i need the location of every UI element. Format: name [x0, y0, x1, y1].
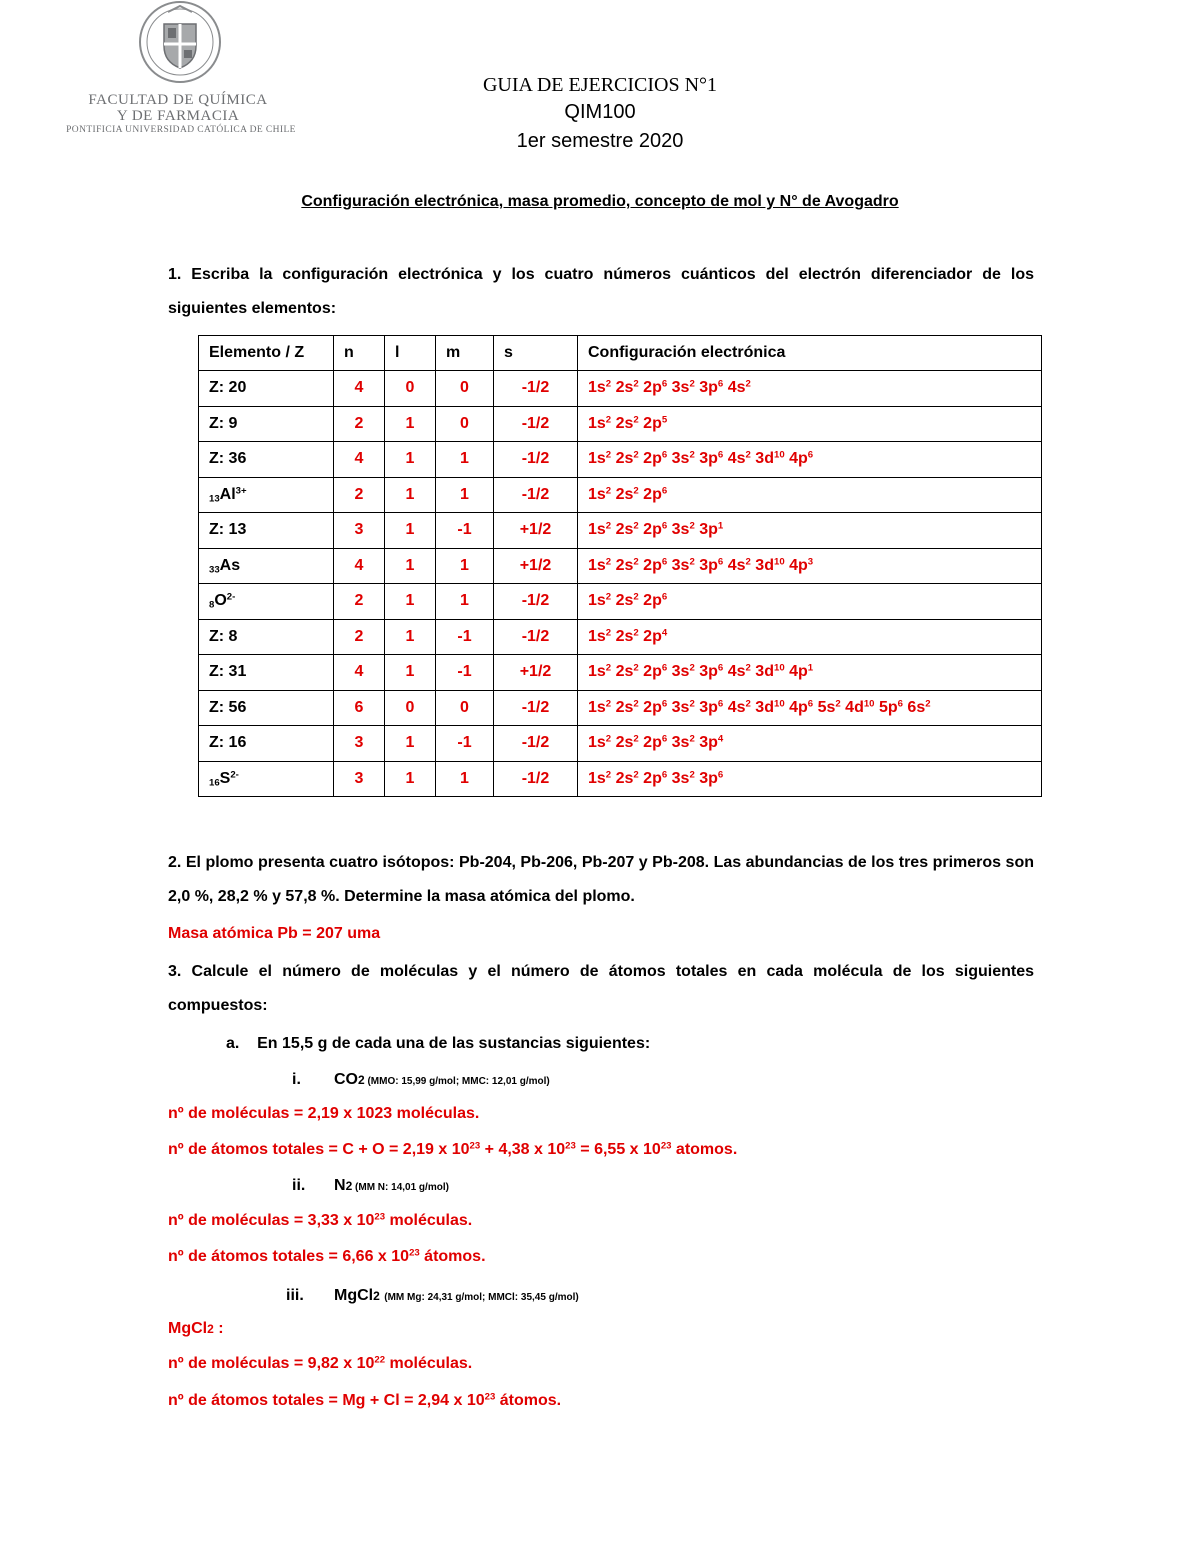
m-cell: 1 — [436, 442, 494, 478]
l-cell: 1 — [385, 442, 436, 478]
logo-faculty-line1: FACULTAD DE QUÍMICA — [88, 92, 268, 108]
m-cell: 0 — [436, 690, 494, 726]
configuration-cell: $1s^2$ $2s^2$ $2p^6$ $3s^2$ $3p^6$ $4s^2$ $3d^{10}$ $4p^6$ — [578, 442, 1042, 478]
n-cell: 2 — [334, 619, 385, 655]
logo-university-name: PONTIFICIA UNIVERSIDAD CATÓLICA DE CHILE — [66, 125, 296, 135]
m-cell: -1 — [436, 655, 494, 691]
l-cell: 1 — [385, 619, 436, 655]
element-cell: $_{16}S^{2-}$ — [199, 761, 334, 797]
l-cell: 1 — [385, 477, 436, 513]
table-row — [199, 690, 1042, 726]
l-cell: 1 — [385, 761, 436, 797]
n-cell: 3 — [334, 761, 385, 797]
table-row — [199, 406, 1042, 442]
n-cell: 4 — [334, 442, 385, 478]
n-cell: 2 — [334, 477, 385, 513]
n-cell: 6 — [334, 690, 385, 726]
column-header: Elemento / Z — [199, 336, 334, 371]
element-cell: Z: 16 — [199, 726, 334, 762]
n-cell: 2 — [334, 406, 385, 442]
column-header: s — [494, 336, 578, 371]
item-i: i. — [292, 1071, 301, 1088]
column-header: Configuración electrónica — [578, 336, 1042, 371]
configuration-cell: $1s^2$ $2s^2$ $2p^6$ $3s^2$ $3p^6$ $4s^2$ $3d^{10}$ $4p^1$ — [578, 655, 1042, 691]
s-cell: +1/2 — [494, 655, 578, 691]
item-iii-molar-mass: (MM Mg: 24,31 g/mol; MMCl: 35,45 g/mol) — [384, 1292, 579, 1303]
element-cell: $_8O^{2-}$ — [199, 584, 334, 620]
m-cell: 1 — [436, 584, 494, 620]
item-i-formula: CO2 (MMO: 15,99 g/mol; MMC: 12,01 g/mol) — [334, 1071, 550, 1088]
element-cell: Z: 13 — [199, 513, 334, 549]
element-cell: Z: 36 — [199, 442, 334, 478]
s-cell: -1/2 — [494, 584, 578, 620]
element-cell: Z: 20 — [199, 371, 334, 407]
element-cell: Z: 8 — [199, 619, 334, 655]
l-cell: 1 — [385, 584, 436, 620]
l-cell: 1 — [385, 513, 436, 549]
electron-configuration-table — [198, 335, 1042, 797]
column-header: l — [385, 336, 436, 371]
question-1-text: 1. Escriba la configuración electrónica y los cuatro números cuánticos del electrón diferenciador de los siguientes elementos: — [168, 266, 1034, 317]
item-iii-formula: MgCl2 (MM Mg: 24,31 g/mol; MMCl: 35,45 g/mol) — [334, 1287, 579, 1304]
configuration-cell: $1s^2$ $2s^2$ $2p^6$ $3s^2$ $3p^6$ $4s^2$ $3d^{10}$ $4p^6$ $5s^2$ $4d^{10}$ $5p^6$ $6s^2$ — [578, 690, 1042, 726]
l-cell: 1 — [385, 655, 436, 691]
l-cell: 0 — [385, 690, 436, 726]
table-row — [199, 442, 1042, 478]
m-cell: 0 — [436, 371, 494, 407]
table-row — [199, 619, 1042, 655]
s-cell: -1/2 — [494, 690, 578, 726]
s-cell: -1/2 — [494, 406, 578, 442]
table-row — [199, 513, 1042, 549]
guide-title: GUIA DE EJERCICIOS N°1 — [482, 74, 718, 96]
item-ii: ii. — [292, 1177, 306, 1194]
item-ii-formula: N2 (MM N: 14,01 g/mol) — [334, 1177, 449, 1194]
m-cell: 1 — [436, 548, 494, 584]
s-cell: -1/2 — [494, 761, 578, 797]
question-3-text: 3. Calcule el número de moléculas y el número de átomos totales en cada molécula de los siguientes compuestos: — [168, 963, 1034, 1014]
s-cell: -1/2 — [494, 371, 578, 407]
s-cell: -1/2 — [494, 619, 578, 655]
element-cell: Z: 56 — [199, 690, 334, 726]
table-header-row — [199, 336, 1042, 371]
course-code: QIM100 — [564, 101, 636, 123]
configuration-cell: $1s^2$ $2s^2$ $2p^6$ — [578, 477, 1042, 513]
table-row — [199, 584, 1042, 620]
configuration-cell: $1s^2$ $2s^2$ $2p^5$ — [578, 406, 1042, 442]
item-ii-molar-mass: (MM N: 14,01 g/mol) — [355, 1182, 449, 1193]
n-cell: 2 — [334, 584, 385, 620]
n-cell: 3 — [334, 726, 385, 762]
item-i-molecules: nº de moléculas = 2,19 x 1023 moléculas. — [168, 1105, 480, 1122]
item-iii-compound: MgCl2 : — [168, 1320, 224, 1337]
m-cell: 0 — [436, 406, 494, 442]
logo-faculty-line2: Y DE FARMACIA — [116, 108, 240, 124]
s-cell: -1/2 — [494, 442, 578, 478]
element-cell: Z: 31 — [199, 655, 334, 691]
semester: 1er semestre 2020 — [516, 130, 684, 152]
n-cell: 4 — [334, 548, 385, 584]
configuration-cell: $1s^2$ $2s^2$ $2p^6$ $3s^2$ $3p^6$ — [578, 761, 1042, 797]
section-subtitle: Configuración electrónica, masa promedio, concepto de mol y N° de Avogadro — [301, 193, 899, 210]
item-i-molar-mass: (MMO: 15,99 g/mol; MMC: 12,01 g/mol) — [367, 1076, 550, 1087]
table-row — [199, 548, 1042, 584]
s-cell: -1/2 — [494, 477, 578, 513]
m-cell: 1 — [436, 477, 494, 513]
m-cell: -1 — [436, 726, 494, 762]
n-cell: 4 — [334, 655, 385, 691]
configuration-cell: $1s^2$ $2s^2$ $2p^6$ $3s^2$ $3p^6$ $4s^2$ $3d^{10}$ $4p^3$ — [578, 548, 1042, 584]
university-seal-logo — [138, 0, 222, 84]
s-cell: +1/2 — [494, 513, 578, 549]
s-cell: -1/2 — [494, 726, 578, 762]
table-row — [199, 655, 1042, 691]
table-row — [199, 371, 1042, 407]
item-iii-molecules: nº de moléculas = 9,82 x $10^{22}$ moléculas. — [168, 1354, 473, 1372]
configuration-cell: $1s^2$ $2s^2$ $2p^6$ $3s^2$ $3p^4$ — [578, 726, 1042, 762]
item-iii-atoms: nº de átomos totales = Mg + Cl = 2,94 x $10^{23}$ átomos. — [168, 1391, 562, 1409]
question-3a-label: a. En 15,5 g de cada una de las sustancias siguientes: — [226, 1035, 651, 1052]
table-row — [199, 761, 1042, 797]
m-cell: -1 — [436, 513, 494, 549]
l-cell: 0 — [385, 371, 436, 407]
configuration-cell: $1s^2$ $2s^2$ $2p^4$ — [578, 619, 1042, 655]
l-cell: 1 — [385, 406, 436, 442]
element-cell: $_{33}$As — [199, 548, 334, 584]
n-cell: 3 — [334, 513, 385, 549]
question-2-answer: Masa atómica Pb = 207 uma — [168, 925, 381, 942]
column-header: n — [334, 336, 385, 371]
m-cell: -1 — [436, 619, 494, 655]
element-cell: $_{13}Al^{3+}$ — [199, 477, 334, 513]
question-3a-text: En 15,5 g de cada una de las sustancias siguientes: — [257, 1035, 651, 1052]
l-cell: 1 — [385, 726, 436, 762]
n-cell: 4 — [334, 371, 385, 407]
column-header: m — [436, 336, 494, 371]
s-cell: +1/2 — [494, 548, 578, 584]
table-row — [199, 726, 1042, 762]
table-row — [199, 477, 1042, 513]
m-cell: 1 — [436, 761, 494, 797]
element-cell: Z: 9 — [199, 406, 334, 442]
question-2-text: 2. El plomo presenta cuatro isótopos: Pb-204, Pb-206, Pb-207 y Pb-208. Las abundancias de los tres primeros son 2,0 %, 28,2 % y 57,8 %. Determine la masa atómica del plomo. — [168, 854, 1034, 905]
l-cell: 1 — [385, 548, 436, 584]
item-i-atoms: nº de átomos totales = C + O = 2,19 x $10^{23} + 4,38$ x $10^{23} = 6,55$ x $10^{23}$ atomos. — [168, 1140, 738, 1158]
configuration-cell: $1s^2$ $2s^2$ $2p^6$ $3s^2$ $3p^1$ — [578, 513, 1042, 549]
configuration-cell: $1s^2$ $2s^2$ $2p^6$ $3s^2$ $3p^6$ $4s^2$ — [578, 371, 1042, 407]
item-ii-atoms: nº de átomos totales = 6,66 x $10^{23}$ átomos. — [168, 1247, 486, 1265]
item-iii: iii. — [286, 1287, 304, 1304]
configuration-cell: $1s^2$ $2s^2$ $2p^6$ — [578, 584, 1042, 620]
item-ii-molecules: nº de moléculas = 3,33 x $10^{23}$ moléculas. — [168, 1211, 473, 1229]
